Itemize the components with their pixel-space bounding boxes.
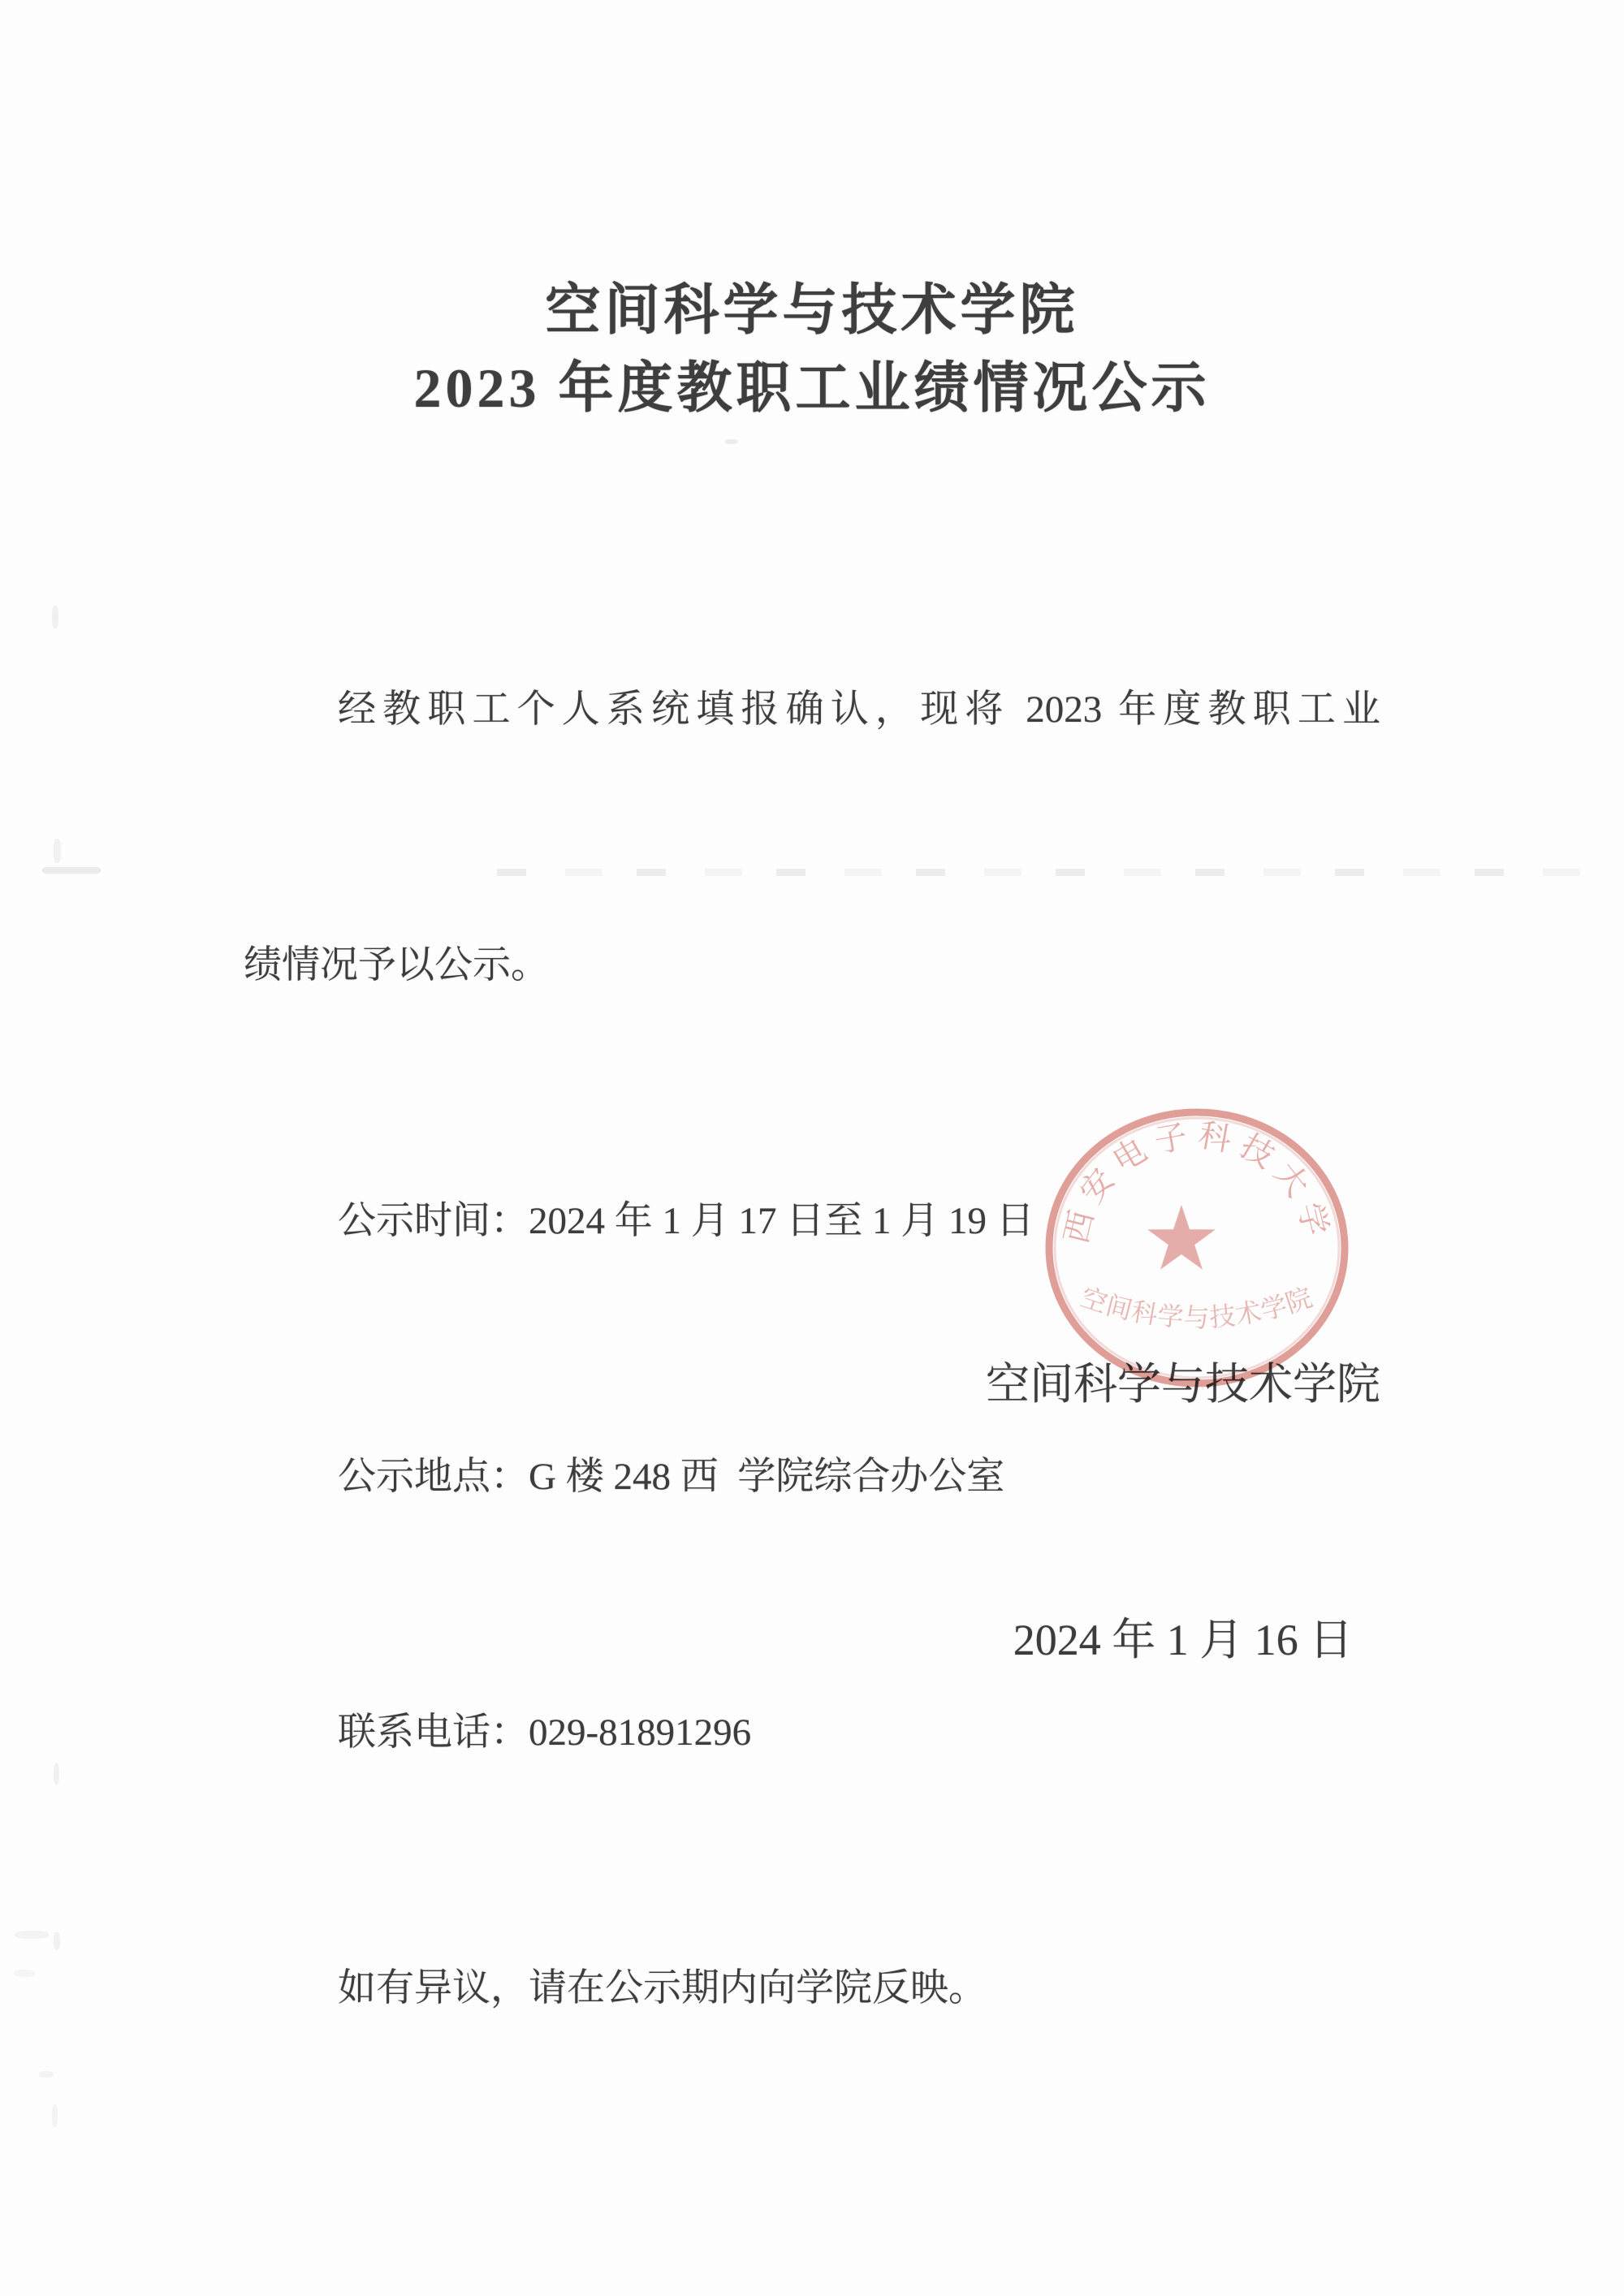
document-title-line1: 空间科学与技术学院 bbox=[545, 279, 1079, 341]
scan-artifact bbox=[54, 1763, 59, 1785]
scan-artifact bbox=[725, 439, 738, 444]
signature-block bbox=[986, 1172, 1380, 1854]
signature-date: 2024 年 1 月 16 日 bbox=[1013, 1616, 1354, 1664]
scan-artifact bbox=[54, 1932, 60, 1950]
stamp-arc-bottom-text: 空间科学与技术学院 bbox=[1077, 1282, 1317, 1332]
scan-artifact bbox=[42, 867, 101, 874]
objection-note-line: 如有异议，请在公示期内向学院反映。 bbox=[338, 1967, 987, 2009]
scan-artifact bbox=[15, 1931, 49, 1939]
scan-artifact bbox=[14, 1970, 35, 1977]
document-title-line2: 2023 年度教职工业绩情况公示 bbox=[413, 357, 1211, 419]
paragraph-line-1: 经教职工个人系统填报确认，现将 2023 年度教职工业 bbox=[338, 688, 1380, 731]
publicity-place-line: 公示地点：G 楼 248 西 学院综合办公室 bbox=[338, 1456, 1005, 1498]
scan-artifact bbox=[52, 2104, 58, 2127]
scan-artifact bbox=[497, 869, 1601, 876]
signature-org: 空间科学与技术学院 bbox=[986, 1360, 1380, 1409]
publicity-time-line: 公示时间：2024 年 1 月 17 日至 1 月 19 日 bbox=[338, 1200, 1034, 1242]
scan-artifact bbox=[52, 606, 58, 628]
scan-artifact bbox=[39, 2071, 54, 2078]
stamp-arc-top-text: 西安电子科技大学 bbox=[1057, 1116, 1337, 1248]
contact-phone-line: 联系电话：029-81891296 bbox=[338, 1711, 752, 1754]
scan-artifact bbox=[54, 839, 61, 863]
paragraph-line-2: 绩情况予以公示。 bbox=[244, 944, 549, 986]
